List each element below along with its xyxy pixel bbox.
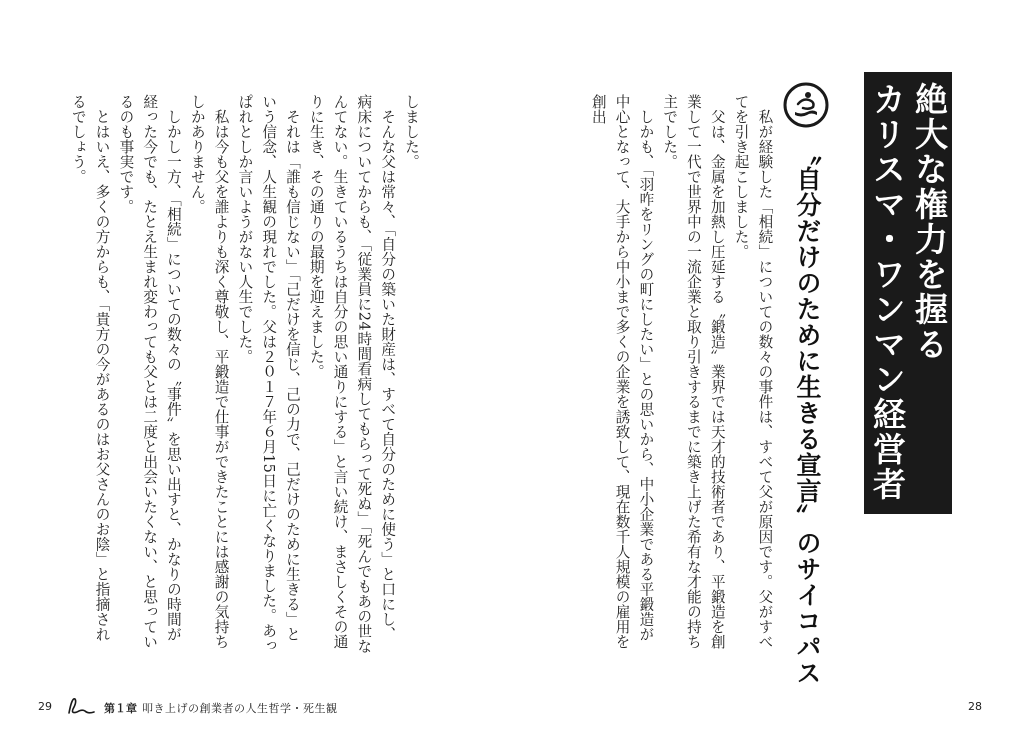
section-heading: 〝自分だけのために生きる宣言〟のサイコパス [793,140,822,686]
signature-icon [66,693,96,717]
chapter-title [864,72,952,514]
paragraph: 私は今も父を誰よりも深く尊敬し、平鍛造で仕事ができたことには感謝の気持ちしかありません。 [188,94,230,649]
paragraph: しました。 [402,94,420,169]
paragraph: しかも、「羽咋をリングの町にしたい」との思いから、中小企業である平鍛造が中心となって、大手から中小まで多くの企業を誘致して、現在数千人規模の雇用を創出 [589,94,655,649]
paragraph: しかし一方、「相続」についての数々の〝事件〟を思い出すと、かなりの時間が経った今でも、たとえ生まれ変わっても父とは二度と出会いたくない、と思っているのも事実です。 [117,94,182,649]
chapter-title-line-1: 絶大な権力を握る [910,82,949,362]
right-page-body [586,94,776,654]
paragraph: とはいえ、多くの方からも、「貴方の今があるのはお父さんのお陰」と指摘されるでしょう。 [69,94,111,642]
section-icon [783,82,829,128]
paragraph: そんな父は常々、「自分の築いた財産は、すべて自分のために使う」と口にし、病床についてからも、「従業員に24時間看病してもらって死ぬ」「死んでもあの世なんてない。生きているうちは自分の思い通りにする」と言い続け、まさしくその通りに生き、その通りの最期を迎えました。 [307,94,397,654]
page-number-right: 28 [968,700,982,713]
footer-chapter-title: 叩き上げの創業者の人生哲学・死生観 [142,702,338,715]
left-page-body [66,94,423,654]
page-number-left: 29 [38,700,52,713]
paragraph: 私が経験した「相続」についての数々の事件は、すべて父が原因です。父がすべてを引き起こしました。 [732,94,774,649]
footer-chapter-label: 第１章 [104,702,137,715]
chapter-title-line-2: カリスマ・ワンマン経営者 [868,82,907,502]
paragraph: それは「誰も信じない」「己だけを信じ、己の力で、己だけのために生きる」という信念、人生観の現れでした。父は２０１７年６月15日に亡くなりました。あっぱれとしか言いようがない人生でした。 [236,94,301,654]
paragraph: 父は、金属を加熱し圧延する〝鍛造〟業界では天才的技術者であり、平鍛造を創業して一代で世界中の一流企業と取り引きするまでに築き上げた希有な才能の持ち主でした。 [661,94,726,649]
